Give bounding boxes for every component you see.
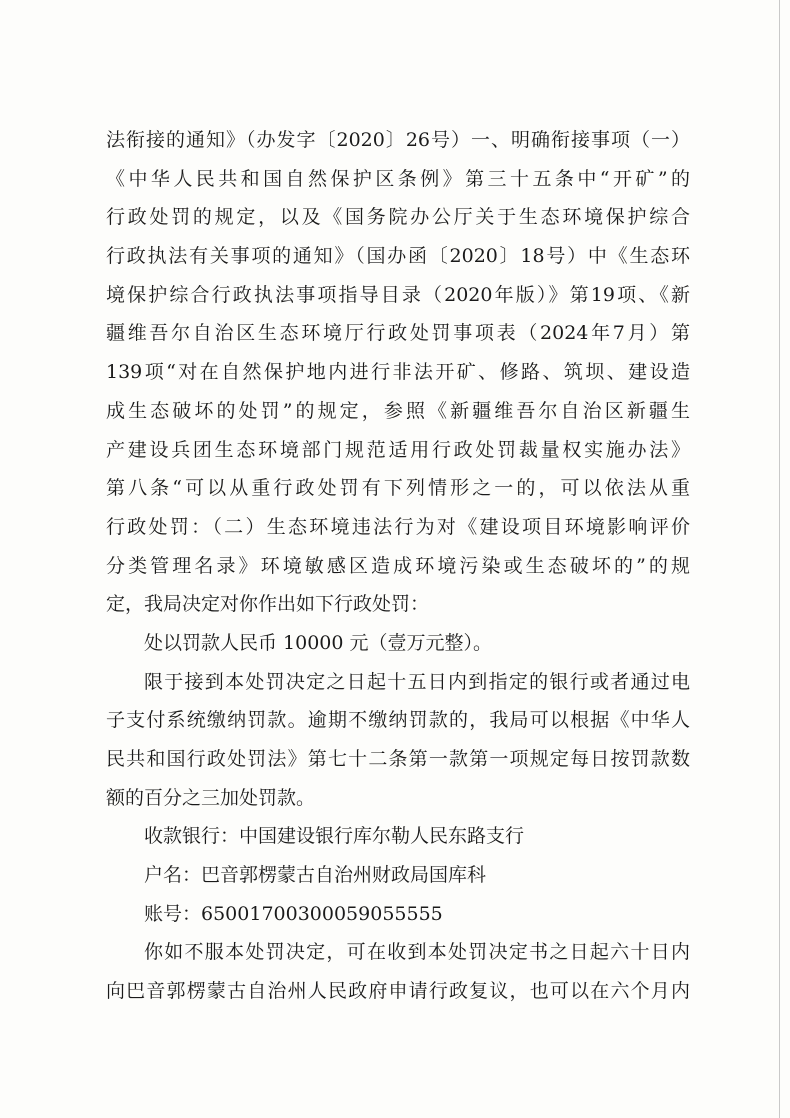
body-line: 疆维吾尔自治区生态环境厅行政处罚事项表（2024年7月）第 bbox=[106, 322, 690, 345]
body-line: 限于接到本处罚决定之日起十五日内到指定的银行或者通过电 bbox=[144, 670, 690, 693]
body-line: 法衔接的通知》（办发字〔2020〕26号）一、明确衔接事项（一） bbox=[106, 129, 690, 151]
body-line: 子支付系统缴纳罚款。逾期不缴纳罚款的，我局可以根据《中华人 bbox=[106, 709, 690, 732]
body-line: 你如不服本处罚决定，可在收到本处罚决定书之日起六十日内 bbox=[144, 941, 690, 964]
body-line: 民共和国行政处罚法》第七十二条第一款第一项规定每日按罚款数 bbox=[106, 748, 690, 770]
body-line: 分类管理名录》环境敏感区造成环境污染或生态破坏的”的规 bbox=[106, 554, 690, 577]
body-line: 定，我局决定对你作出如下行政处罚： bbox=[106, 593, 430, 616]
document-body bbox=[106, 125, 690, 1015]
body-line: 行政处罚的规定，以及《国务院办公厅关于生态环境保护综合 bbox=[106, 206, 690, 229]
body-line: 《中华人民共和国自然保护区条例》第三十五条中“开矿”的 bbox=[106, 167, 690, 190]
account-number-line: 账号：65001700300059055555 bbox=[144, 902, 443, 925]
body-line: 第八条“可以从重行政处罚有下列情形之一的，可以依法从重 bbox=[106, 477, 690, 500]
body-line: 额的百分之三加处罚款。 bbox=[106, 786, 316, 809]
account-name-line: 户名：巴音郭楞蒙古自治州财政局国库科 bbox=[144, 864, 487, 887]
payee-bank-line: 收款银行：中国建设银行库尔勒人民东路支行 bbox=[144, 825, 525, 848]
body-line: 行政处罚：（二）生态环境违法行为对《建设项目环境影响评价 bbox=[106, 515, 690, 538]
penalty-amount-line: 处以罚款人民币 10000 元（壹万元整）。 bbox=[144, 631, 493, 654]
body-line: 行政执法有关事项的通知》（国办函〔2020〕18号）中《生态环 bbox=[106, 245, 690, 268]
body-line: 成生态破坏的处罚”的规定，参照《新疆维吾尔自治区新疆生 bbox=[106, 399, 690, 422]
body-line: 产建设兵团生态环境部门规范适用行政处罚裁量权实施办法》 bbox=[106, 438, 690, 461]
body-line: 139项“对在自然保护地内进行非法开矿、修路、筑坝、建设造 bbox=[106, 361, 690, 384]
scan-edge-line bbox=[779, 0, 780, 1118]
body-line: 境保护综合行政执法事项指导目录（2020年版）》第19项、《新 bbox=[106, 283, 690, 306]
body-line: 向巴音郭楞蒙古自治州人民政府申请行政复议，也可以在六个月内 bbox=[106, 980, 690, 1003]
